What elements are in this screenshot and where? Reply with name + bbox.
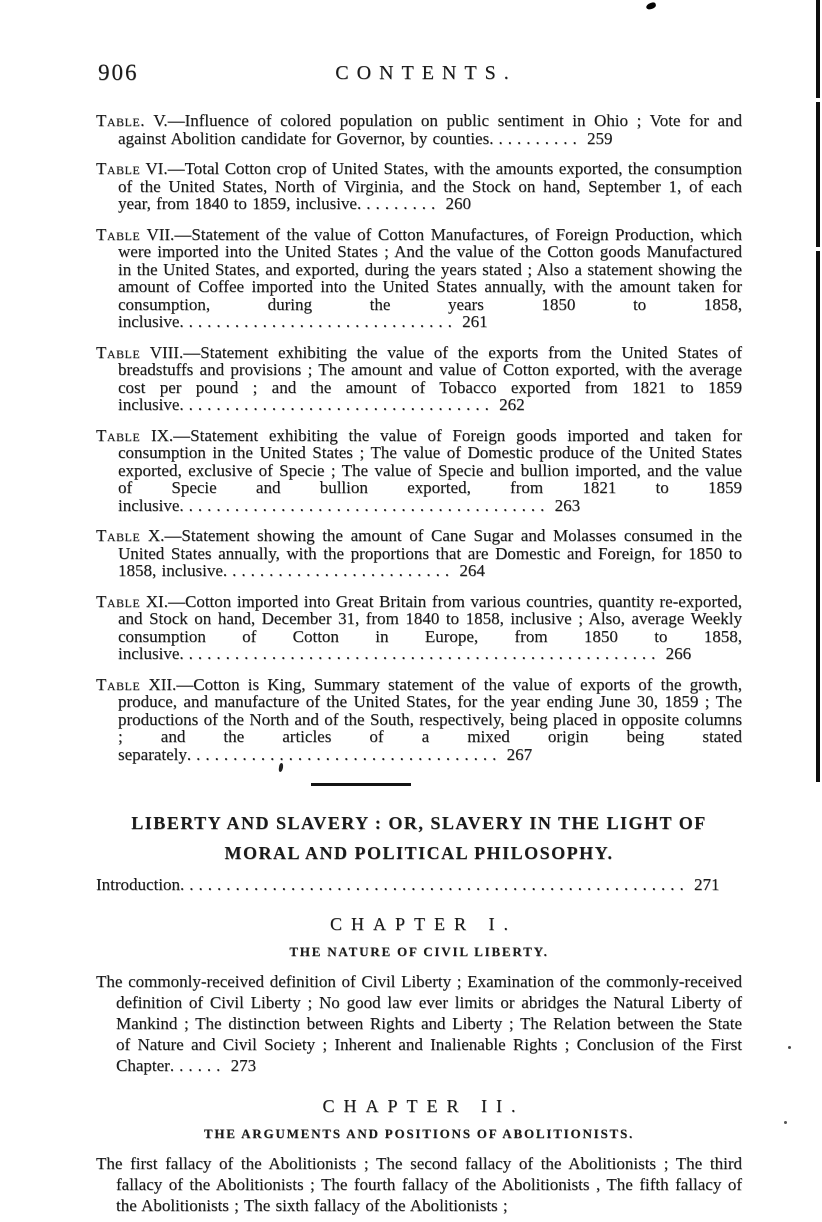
section-title: [96, 808, 742, 868]
toc-entry-text: —Influence of colored population on public sentiment in Ohio ; Vote for and against Abolition candidate for Governor, by counties: [118, 111, 743, 148]
dot-leader: ......: [169, 1056, 226, 1075]
toc-entry-page: 260: [445, 194, 471, 213]
dot-leader: ..................................: [186, 744, 502, 764]
toc-entry-numeral: VII.: [146, 224, 175, 244]
introduction-entry: [96, 876, 742, 894]
dot-leader: .........: [356, 194, 441, 213]
toc-entry-page: 266: [665, 644, 692, 663]
dust-speck: [788, 1046, 791, 1049]
toc-entry-numeral: XII.: [148, 674, 177, 694]
toc-entry-label: Table: [96, 674, 141, 694]
chapter-1-heading: CHAPTER I.: [329, 914, 517, 934]
chapter-2-heading: CHAPTER II.: [322, 1096, 525, 1116]
dot-leader: .......................................................: [180, 875, 689, 894]
scan-edge-notch: [816, 98, 820, 102]
chapter-1-subheading: THE NATURE OF CIVIL LIBERTY.: [289, 944, 549, 959]
toc-entry-table-x: [96, 527, 742, 580]
toc-entry-text: —Statement exhibiting the value of the exports from the United States of breadstuffs and provisions ; The amount and value of Cotton exported, with the average cost per pound ; and the amount of Tobacco exported from 1821 to 1859 inclusive: [118, 342, 742, 414]
toc-entry-page: 259: [586, 128, 613, 148]
toc-entry-table-vi: [96, 160, 742, 213]
dust-speck: [784, 1121, 787, 1124]
toc-entry-page: 261: [462, 312, 488, 331]
dot-leader: .........................: [222, 561, 455, 580]
toc-entry-label: Table: [96, 591, 141, 611]
toc-entry-label: Table: [96, 224, 141, 244]
chapter-2-subheading: THE ARGUMENTS AND POSITIONS OF ABOLITIONISTS.: [203, 1126, 635, 1141]
toc-entry-label: Table: [96, 342, 141, 362]
introduction-label: Introduction: [96, 875, 181, 894]
toc-entry-text: —Statement exhibiting the value of Foreign goods imported and taken for consumption in the United States ; The value of Domestic produce of the United States exported, exclusive of Specie ; The value of Specie and bullion imported, and the value of Specie and bullion exported, from 1821 to 1859 inclusive: [118, 425, 742, 515]
scan-edge-notch: [816, 247, 820, 251]
dot-leader: ........................................: [179, 495, 550, 515]
toc-entry-numeral: V.: [153, 111, 168, 130]
toc-entry-text: —Cotton is King, Summary statement of the value of exports of the growth, produce, and manufacture of the United States, for the year ending June 30, 1859 ; The productions of the North and of the South, respectively, being placed in opposite columns ; and the articles of a mixed origin being stated separately: [118, 674, 743, 764]
toc-entry-numeral: VIII.: [149, 342, 184, 362]
dot-leader: ..................................: [179, 395, 494, 414]
dot-leader: ..............................: [179, 312, 457, 331]
chapter-1-block: [96, 914, 742, 1076]
toc-entry-label: Table: [96, 526, 141, 545]
scan-edge-line: [816, 0, 820, 782]
chapter-2-block: [96, 1096, 742, 1216]
toc-entry-text: —Statement showing the amount of Cane Sugar and Molasses consumed in the United States annually, with the proportions that are Domestic and Foreign, for 1850 to 1858, inclusive: [118, 526, 743, 580]
toc-entry-table-xii: [96, 676, 742, 764]
section-divider-rule: [311, 783, 411, 786]
chapter-1-summary: [96, 971, 742, 1076]
toc-entry-table-vii: [96, 226, 742, 331]
page-header: [96, 58, 742, 88]
toc-entry-page: 267: [506, 744, 533, 764]
toc-entry-page: 263: [554, 495, 581, 515]
toc-entry-table-v: [96, 112, 742, 147]
chapter-2-summary: [96, 1153, 742, 1216]
contents-title: CONTENTS.: [335, 62, 517, 84]
toc-entry-label: Table.: [96, 111, 145, 130]
introduction-page: 271: [694, 875, 720, 894]
toc-entry-numeral: IX.: [150, 425, 174, 445]
toc-entry-numeral: X.: [147, 526, 165, 545]
toc-entry-table-viii: [96, 344, 742, 414]
page-content: [96, 58, 742, 1222]
toc-entry-table-xi: [96, 593, 742, 663]
toc-entry-label: Table: [96, 425, 141, 445]
section-title-line2: MORAL AND POLITICAL PHILOSOPHY.: [224, 843, 614, 863]
toc-entry-page: 264: [459, 561, 485, 580]
page-number: 906: [98, 60, 139, 85]
chapter-1-page: 273: [230, 1056, 257, 1075]
dot-leader: ..........: [489, 128, 582, 148]
toc-entry-table-ix: [96, 427, 742, 515]
toc-entry-numeral: XI.: [145, 591, 168, 611]
dot-leader: ....................................................: [179, 644, 661, 663]
toc-entry-label: Table: [96, 159, 141, 178]
chapter-summary-text: The commonly-received definition of Civil Liberty ; Examination of the commonly-received definition of Civil Liberty ; No good law ever limits or abridges the Natural Liberty of Mankind ; The distinction between Rights and Liberty ; The Relation between the State of Nature and Civil Society ; Inherent and Inalienable Rights ; Conclusion of the First Chapter: [96, 972, 742, 1075]
ink-speck: [645, 2, 656, 11]
section-title-line1: LIBERTY AND SLAVERY : OR, SLAVERY IN THE LIGHT OF: [131, 813, 707, 833]
toc-entry-numeral: VI.: [145, 159, 168, 178]
toc-entry-text: —Statement of the value of Cotton Manufactures, of Foreign Production, which were imported into the United States ; And the value of the Cotton goods Manufactured in the United States, and exported, during the years stated ; Also a statement showing the amount of Coffee imported into the United States annually, with the amount taken for consumption, during the years 1850 to 1858, inclusive: [118, 224, 742, 331]
toc-entry-text: —Total Cotton crop of United States, with the amounts exported, the consumption of the United States, North of Virginia, and the Stock on hand, September 1, of each year, from 1840 to 1859, inclusive: [118, 159, 742, 213]
toc-entry-text: —Cotton imported into Great Britain from various countries, quantity re-exported, and Stock on hand, December 31, from 1840 to 1858, inclusive ; Also, average Weekly consumption of Cotton in Europe, from 1850 to 1858, inclusive: [118, 591, 742, 663]
toc-entry-page: 262: [499, 395, 525, 414]
chapter-summary-text: The first fallacy of the Abolitionists ; The second fallacy of the Abolitionists ; The third fallacy of the Abolitionists ; The fourth fallacy of the Abolitionists , The fifth fallacy of the Abolitionists ; The sixth fallacy of the Abolitionists ;: [96, 1154, 742, 1215]
